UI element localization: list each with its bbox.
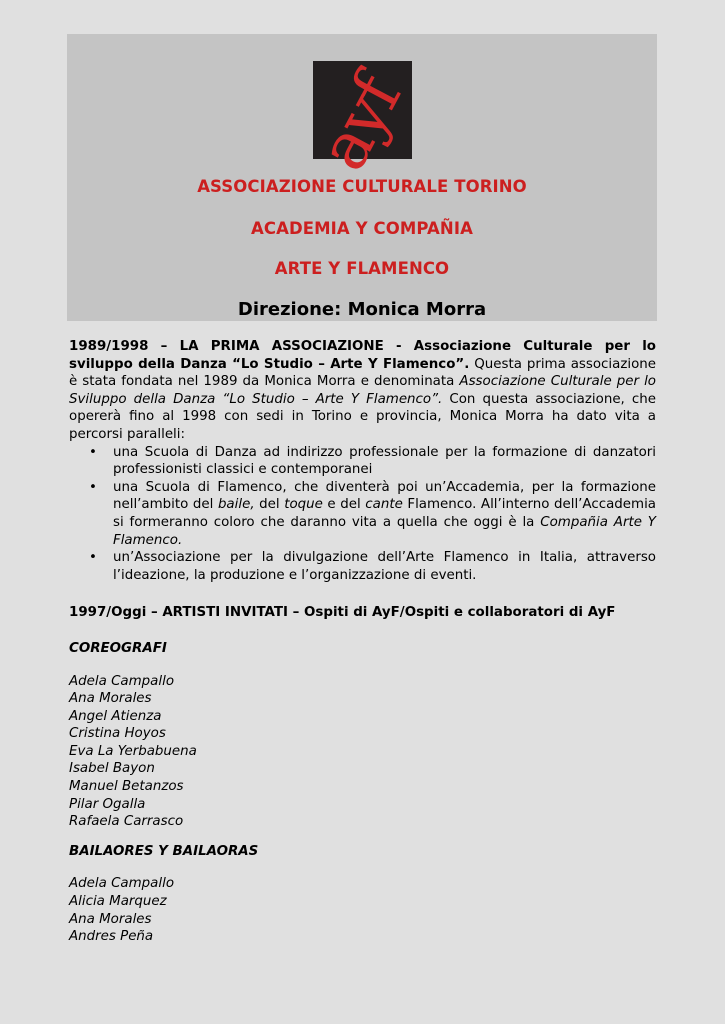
- bullet-text: del: [254, 497, 285, 513]
- intro-paragraph: [69, 338, 656, 444]
- list-item: Ana Morales: [69, 691, 152, 707]
- association-title: ASSOCIAZIONE CULTURALE TORINO: [197, 177, 527, 196]
- list-item: [89, 444, 656, 479]
- bullet-text: e del: [322, 497, 366, 513]
- list-item: Adela Campallo: [69, 876, 175, 892]
- academy-title: ACADEMIA Y COMPAÑIA: [251, 219, 473, 238]
- bullet-text: Flamenco. All’interno dell’Accademia si formeranno coloro che daranno vita a quella che oggi è la: [113, 497, 656, 530]
- dancers-list: [69, 875, 656, 945]
- ayf-logo: [303, 61, 415, 183]
- list-item: Adela Campallo: [69, 673, 175, 689]
- list-item: Alicia Marquez: [69, 894, 167, 910]
- bullet-italic: cante: [365, 497, 403, 513]
- bullet-italic: baile,: [217, 497, 255, 513]
- header-banner: [67, 34, 657, 321]
- list-item: [89, 549, 656, 584]
- list-item: [89, 479, 656, 549]
- bullet-icon: •: [89, 479, 97, 495]
- bullet-italic: Compañia Arte Y Flamenco.: [113, 514, 656, 548]
- arte-flamenco-title: ARTE Y FLAMENCO: [274, 259, 450, 278]
- intro-heading: 1989/1998 – LA PRIMA ASSOCIAZIONE - Associazione Culturale per lo sviluppo della Danza “Lo Studio – Arte Y Flamenco”.: [69, 339, 656, 372]
- bullet-italic: toque: [284, 497, 323, 513]
- list-item: Angel Atienza: [69, 708, 162, 724]
- list-item: Andres Peña: [69, 929, 154, 945]
- bullet-text: una Scuola di Danza ad indirizzo professionale per la formazione di danzatori professionisti classici e contemporanei: [113, 444, 656, 478]
- direction-title: Direzione: Monica Morra: [237, 299, 487, 320]
- list-item: Cristina Hoyos: [69, 726, 166, 742]
- intro-text-2: Con questa associazione, che opererà fino al 1998 con sedi in Torino e provincia, Monica Morra ha dato vita a percorsi paralleli:: [69, 391, 656, 442]
- category-title: BAILAORES Y BAILAORAS: [69, 843, 259, 859]
- bullet-icon: •: [89, 550, 97, 566]
- category-title: COREOGRAFI: [69, 640, 167, 656]
- list-item: Pilar Ogalla: [69, 796, 146, 812]
- artists-section-title: 1997/Oggi – ARTISTI INVITATI – Ospiti di AyF/Ospiti e collaboratori di AyF: [69, 605, 616, 621]
- list-item: Isabel Bayon: [69, 761, 155, 777]
- paths-list: [69, 444, 656, 585]
- intro-association-name: Associazione Culturale per lo Sviluppo della Danza “Lo Studio – Arte Y Flamenco”.: [69, 374, 656, 407]
- list-item: Rafaela Carrasco: [69, 814, 184, 830]
- bullet-text: un’Associazione per la divulgazione dell’Arte Flamenco in Italia, attraverso l’ideazione, la produzione e l’organizzazione di eventi.: [113, 550, 656, 583]
- logo-text: ayf: [303, 64, 415, 183]
- list-item: Ana Morales: [69, 911, 152, 927]
- choreographers-list: [69, 673, 656, 831]
- bullet-text: una Scuola di Flamenco, che diventerà poi un’Accademia, per la formazione nell’ambito del: [113, 479, 656, 513]
- document-body: [69, 338, 656, 946]
- intro-text-1: Questa prima associazione è stata fondata nel 1989 da Monica Morra e denominata: [69, 356, 657, 390]
- bullet-icon: •: [89, 444, 97, 460]
- list-item: Manuel Betanzos: [69, 779, 184, 795]
- list-item: Eva La Yerbabuena: [69, 743, 197, 759]
